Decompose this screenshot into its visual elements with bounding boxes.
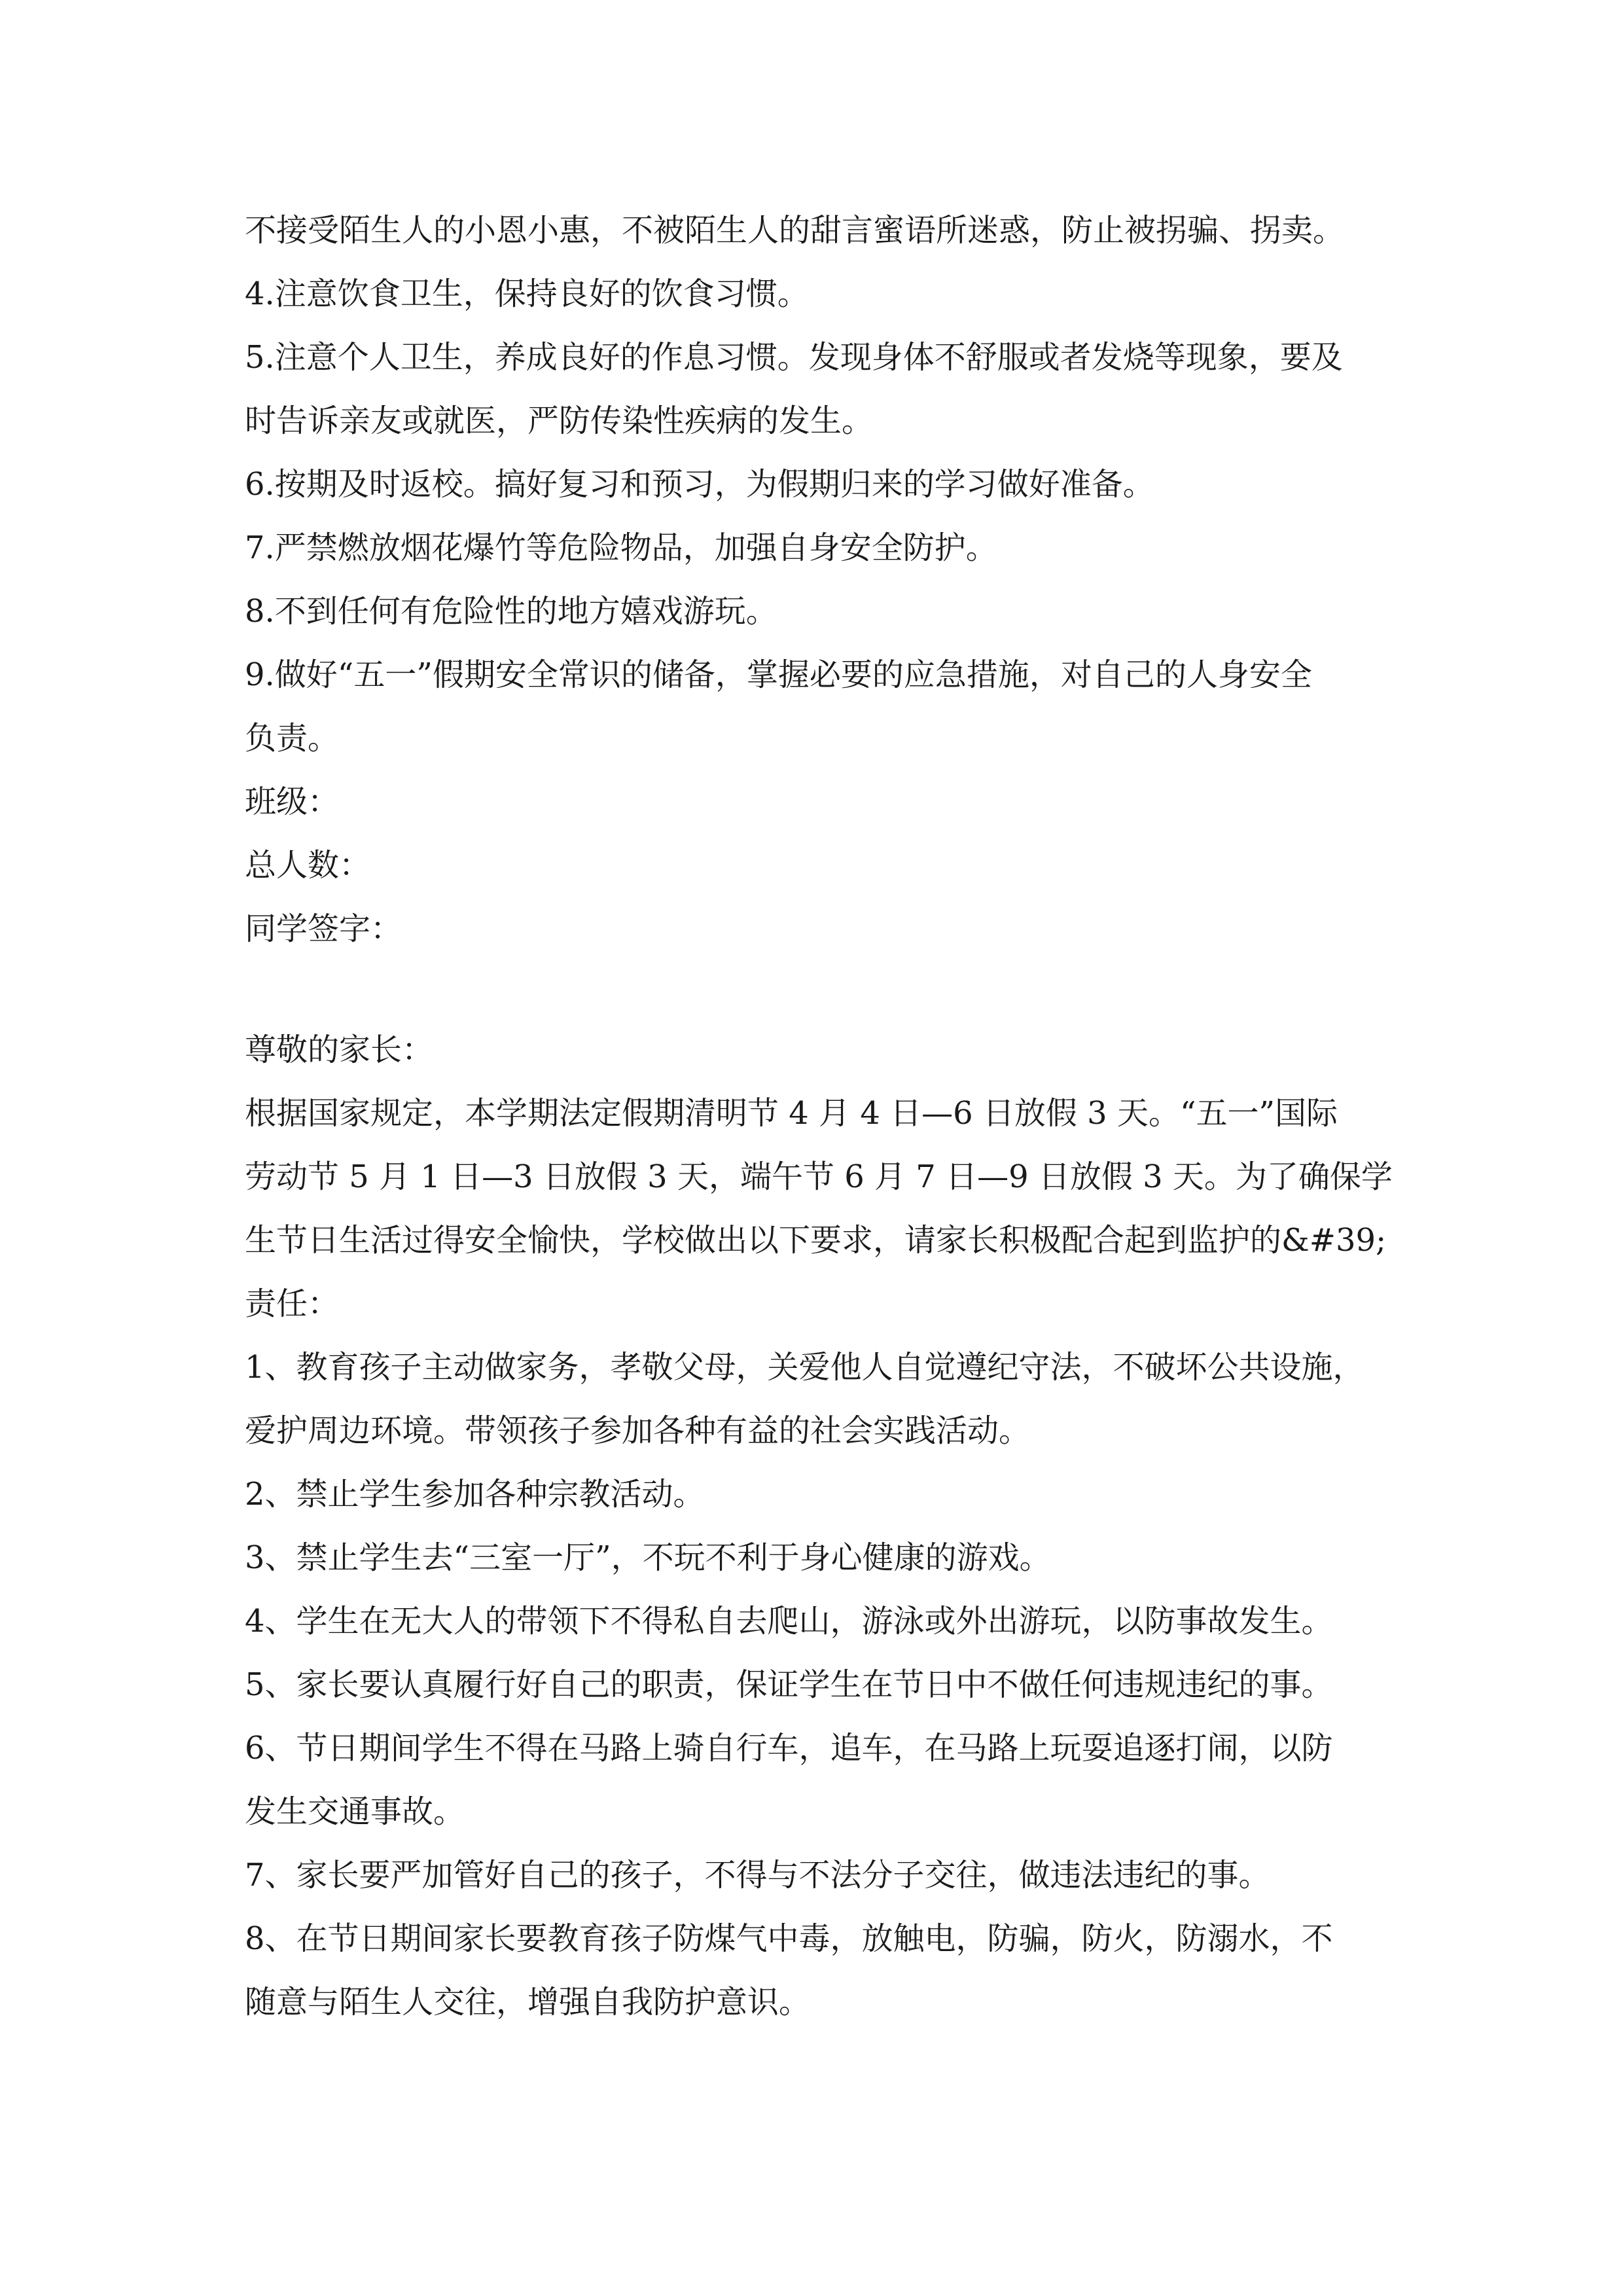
safety-rules-section [245,199,1398,961]
text-line: 根据国家规定，本学期法定假期清明节 4 月 4 日—6 日放假 3 天。“五一”国际 [245,1095,1338,1132]
requirement-item-6: 6、节日期间学生不得在马路上骑自行车，追车，在马路上玩耍追逐打闹，以防 [245,1730,1333,1767]
section-divider-space [245,961,1398,1018]
requirement-item-5: 5、家长要认真履行好自己的职责，保证学生在节日中不做任何违规违纪的事。 [245,1666,1333,1703]
requirement-item-3: 3、禁止学生去“三室一厅”，不玩不利于身心健康的游戏。 [245,1539,1051,1576]
text-line: 不接受陌生人的小恩小惠，不被陌生人的甜言蜜语所迷惑，防止被拐骗、拐卖。 [245,212,1345,249]
student-signature-field-label: 同学签字： [245,910,402,947]
total-count-field-label: 总人数： [245,847,371,884]
text-line: 生节日生活过得安全愉快，学校做出以下要求，请家长积极配合起到监护的&#39; [245,1222,1387,1259]
document-body [245,199,1398,2034]
requirement-item-4: 4、学生在无大人的带领下不得私自去爬山，游泳或外出游玩，以防事故发生。 [245,1603,1333,1640]
parent-letter-section [245,1018,1398,2034]
requirement-item-7: 7、家长要严加管好自己的孩子，不得与不法分子交往，做违法违纪的事。 [245,1857,1270,1893]
rule-item-7: 7.严禁燃放烟花爆竹等危险物品，加强自身安全防护。 [245,529,997,566]
text-line: 时告诉亲友或就医，严防传染性疾病的发生。 [245,403,874,439]
requirement-item-2: 2、禁止学生参加各种宗教活动。 [245,1476,705,1513]
text-line: 劳动节 5 月 1 日—3 日放假 3 天，端午节 6 月 7 日—9 日放假 3 天。为了确保学 [245,1158,1393,1195]
text-line: 随意与陌生人交往，增强自我防护意识。 [245,1984,811,2020]
text-line: 负责。 [245,720,340,757]
requirement-item-1: 1、教育孩子主动做家务，孝敬父母，关爱他人自觉遵纪守法，不破坏公共设施， [245,1349,1364,1386]
rule-item-4: 4.注意饮食卫生，保持良好的饮食习惯。 [245,276,809,312]
rule-item-5: 5.注意个人卫生，养成良好的作息习惯。发现身体不舒服或者发烧等现象，要及 [245,339,1343,376]
rule-item-8: 8.不到任何有危险性的地方嬉戏游玩。 [245,593,777,630]
letter-salutation: 尊敬的家长： [245,1031,434,1068]
text-line: 爱护周边环境。带领孩子参加各种有益的社会实践活动。 [245,1412,1031,1449]
requirement-item-8: 8、在节日期间家长要教育孩子防煤气中毒，放触电，防骗，防火，防溺水，不 [245,1920,1333,1957]
text-line: 发生交通事故。 [245,1793,465,1830]
class-field-label: 班级： [245,783,340,820]
text-line: 责任： [245,1285,340,1322]
rule-item-6: 6.按期及时返校。搞好复习和预习，为假期归来的学习做好准备。 [245,466,1154,503]
rule-item-9: 9.做好“五一”假期安全常识的储备，掌握必要的应急措施，对自己的人身安全 [245,656,1312,693]
